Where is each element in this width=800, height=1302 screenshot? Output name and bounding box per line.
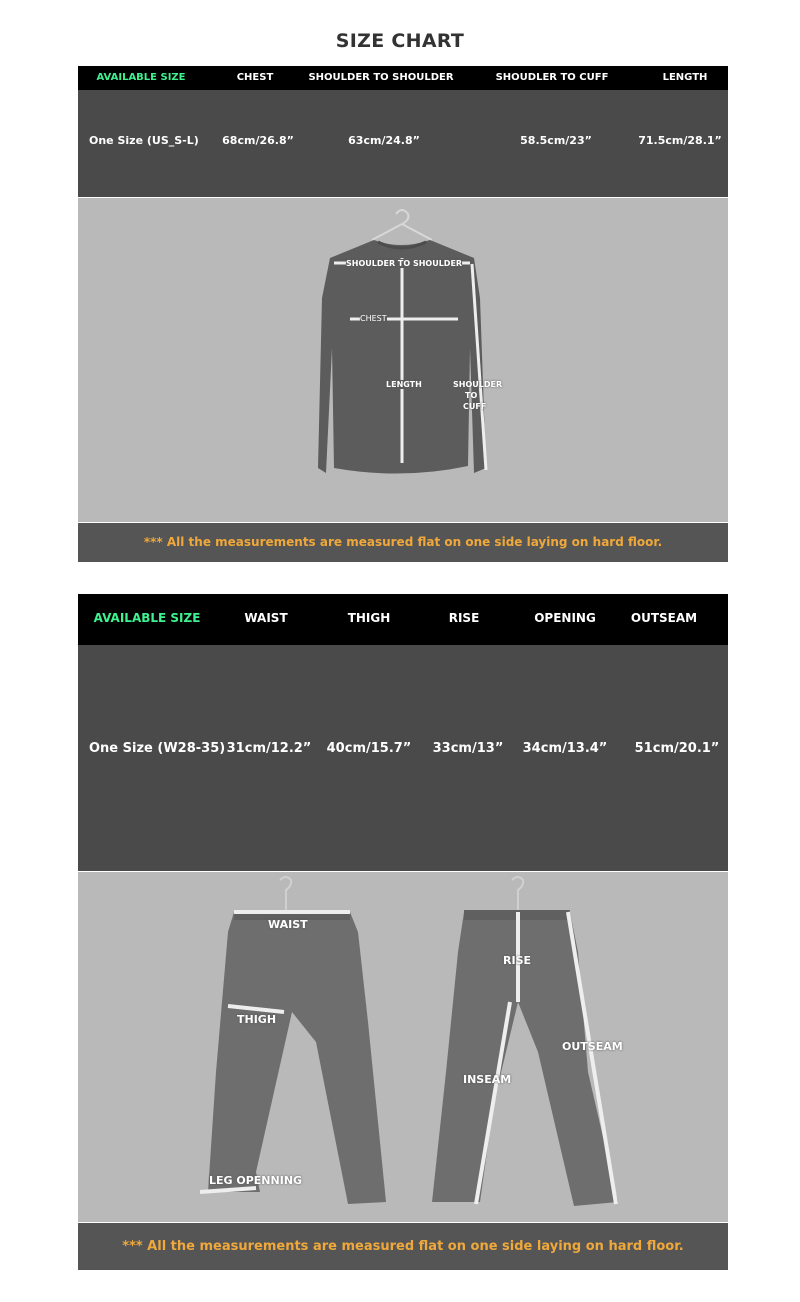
top-header-cuff: SHOUDLER TO CUFF xyxy=(495,72,609,83)
top-value-cuff: 58.5cm/23” xyxy=(520,134,592,147)
label-cuff-2: TO xyxy=(465,391,478,400)
top-value-size: One Size (US_S-L) xyxy=(89,134,199,147)
bottom-note xyxy=(78,1223,728,1270)
pants-photo xyxy=(78,872,728,1222)
bottom-header-size: AVAILABLE SIZE xyxy=(93,611,201,625)
bottom-header-row xyxy=(78,594,728,645)
bottom-value-size: One Size (W28-35) xyxy=(89,741,226,756)
bottom-header-rise: RISE xyxy=(448,611,480,625)
bottom-header-thigh: THIGH xyxy=(347,611,391,625)
label-leg-opening: LEG OPENNING xyxy=(209,1174,303,1187)
bottom-value-outseam: 51cm/20.1” xyxy=(634,741,720,756)
top-note xyxy=(78,523,728,562)
long-sleeve-shirt-image xyxy=(78,198,728,522)
label-outseam: OUTSEAM xyxy=(562,1040,623,1053)
label-waist: WAIST xyxy=(268,918,308,931)
bottom-header-waist: WAIST xyxy=(244,611,288,625)
top-header-chest: CHEST xyxy=(236,72,274,83)
bottom-value-opening: 34cm/13.4” xyxy=(522,741,608,756)
top-header-row xyxy=(78,66,728,90)
top-value-shoulder: 63cm/24.8” xyxy=(348,134,420,147)
label-chest: CHEST xyxy=(360,314,387,323)
bottom-header-outseam: OUTSEAM xyxy=(630,611,698,625)
label-rise: RISE xyxy=(503,954,531,967)
bottom-note-text: *** All the measurements are measured flat on one side laying on hard floor. xyxy=(122,1239,684,1254)
label-length: LENGTH xyxy=(386,380,422,389)
top-value-row xyxy=(78,90,728,197)
bottom-value-thigh: 40cm/15.7” xyxy=(326,741,412,756)
pants-front-image xyxy=(208,910,386,1204)
bottom-value-row xyxy=(78,645,728,871)
bottom-header-opening: OPENING xyxy=(534,611,596,625)
top-note-text: *** All the measurements are measured flat on one side laying on hard floor. xyxy=(143,535,663,549)
label-inseam: INSEAM xyxy=(463,1073,512,1086)
top-header-size: AVAILABLE SIZE xyxy=(96,72,186,83)
label-cuff-1: SHOULDER xyxy=(453,380,503,389)
label-shoulder: SHOULDER TO SHOULDER xyxy=(346,259,463,268)
shirt-photo xyxy=(78,198,728,522)
top-value-length: 71.5cm/28.1” xyxy=(638,134,722,147)
page-title: SIZE CHART xyxy=(335,30,465,52)
hanger-icon xyxy=(372,210,432,240)
top-value-chest: 68cm/26.8” xyxy=(222,134,294,147)
bottom-value-waist: 31cm/12.2” xyxy=(226,741,312,756)
label-thigh: THIGH xyxy=(237,1013,277,1026)
label-cuff-3: CUFF xyxy=(463,402,487,411)
bottom-value-rise: 33cm/13” xyxy=(432,741,504,756)
pants-image xyxy=(78,872,728,1222)
hanger-icon xyxy=(280,877,523,912)
top-header-length: LENGTH xyxy=(662,72,708,83)
top-header-shoulder: SHOULDER TO SHOULDER xyxy=(308,72,454,83)
